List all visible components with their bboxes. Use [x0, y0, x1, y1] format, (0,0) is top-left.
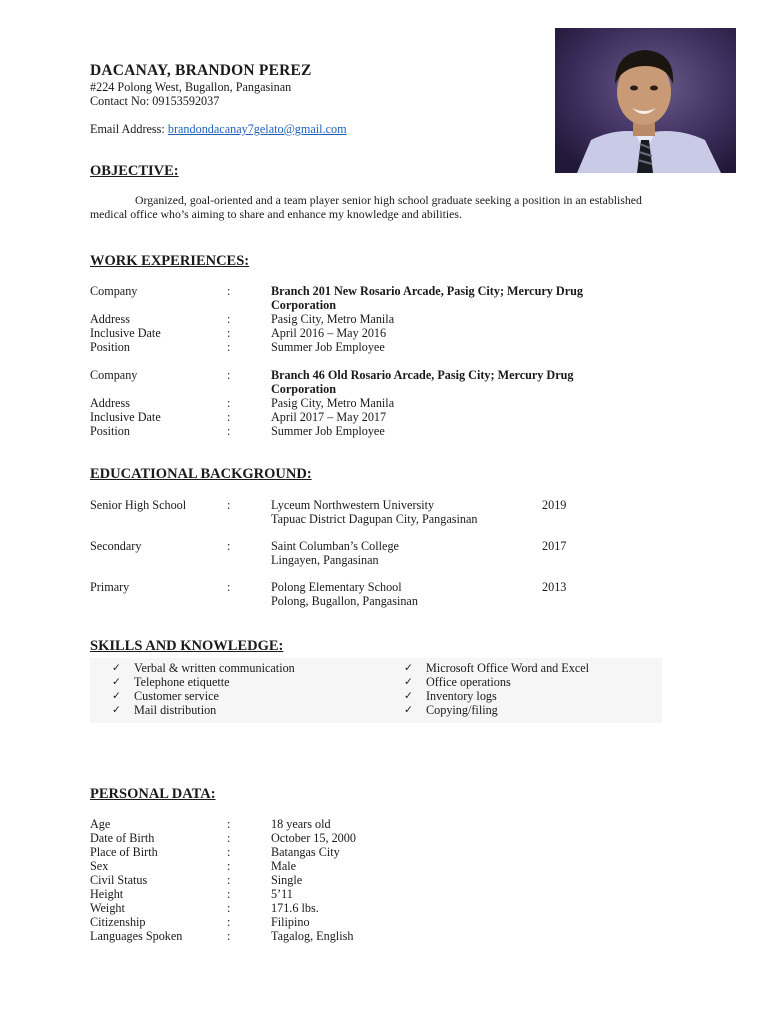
field-colon: :	[227, 396, 231, 410]
field-value: Single	[271, 873, 303, 887]
work-2-company-cont	[90, 382, 680, 396]
field-value: Male	[271, 859, 297, 873]
contact-line: Contact No: 09153592037	[90, 94, 220, 108]
field-value: April 2017 – May 2017	[271, 410, 387, 424]
field-colon: :	[227, 887, 231, 901]
field-value: Pasig City, Metro Manila	[271, 396, 395, 410]
skill-text: Office operations	[426, 675, 511, 689]
edu-primary	[90, 580, 680, 594]
work-1-position	[90, 340, 680, 354]
field-colon: :	[227, 915, 231, 929]
field-colon: :	[227, 312, 231, 326]
edu-level: Senior High School	[90, 498, 187, 512]
edu-year: 2019	[542, 498, 567, 512]
work-1-company-cont	[90, 298, 680, 312]
edu-level: Primary	[90, 580, 130, 594]
field-label: Civil Status	[90, 873, 148, 887]
edu-secondary-location	[90, 553, 680, 567]
checkmark-icon: ✓	[112, 676, 121, 688]
field-colon: :	[227, 901, 231, 915]
email-link[interactable]: brandondacanay7gelato@gmail.com	[167, 122, 347, 136]
work-1-address	[90, 312, 680, 326]
personal-dob	[90, 831, 680, 845]
checkmark-icon: ✓	[112, 704, 121, 716]
objective-text: Organized, goal-oriented and a team player senior high school graduate seeking a position in an established medical office who’s aiming to share and enhance my knowledge and abilities.	[90, 193, 642, 221]
checkmark-icon: ✓	[112, 662, 121, 674]
field-value: April 2016 – May 2016	[271, 326, 387, 340]
checkmark-icon: ✓	[112, 690, 121, 702]
work-2-position	[90, 424, 680, 438]
edu-senior-high-location	[90, 512, 680, 526]
skill-text: Telephone etiquette	[134, 675, 230, 689]
work-2-date	[90, 410, 680, 424]
field-value: Summer Job Employee	[271, 340, 385, 354]
checkmark-icon: ✓	[404, 690, 413, 702]
skill-text: Mail distribution	[134, 703, 217, 717]
email-line	[90, 122, 347, 136]
field-colon: :	[227, 368, 231, 382]
address-line: #224 Polong West, Bugallon, Pangasinan	[90, 80, 292, 94]
field-label: Age	[90, 817, 111, 831]
field-value: Pasig City, Metro Manila	[271, 312, 395, 326]
edu-location: Lingayen, Pangasinan	[271, 553, 379, 567]
edu-primary-location	[90, 594, 680, 608]
field-label: Inclusive Date	[90, 326, 161, 340]
edu-location: Polong, Bugallon, Pangasinan	[271, 594, 418, 608]
checkmark-icon: ✓	[404, 704, 413, 716]
education-heading: EDUCATIONAL BACKGROUND:	[90, 466, 312, 482]
personal-heading: PERSONAL DATA:	[90, 786, 216, 802]
applicant-name: DACANAY, BRANDON PEREZ	[90, 62, 312, 79]
field-value: Batangas City	[271, 845, 340, 859]
field-colon: :	[227, 831, 231, 845]
personal-height	[90, 887, 680, 901]
skills-box	[90, 658, 662, 723]
field-value: Filipino	[271, 915, 310, 929]
edu-level: Secondary	[90, 539, 142, 553]
field-colon: :	[227, 284, 231, 298]
edu-school: Saint Columban’s College	[271, 539, 399, 553]
edu-school: Lyceum Northwestern University	[271, 498, 435, 512]
field-label: Company	[90, 284, 138, 298]
field-value: October 15, 2000	[271, 831, 356, 845]
objective-heading: OBJECTIVE:	[90, 163, 179, 179]
work-1-company	[90, 284, 680, 298]
work-heading: WORK EXPERIENCES:	[90, 253, 250, 269]
work-2-address	[90, 396, 680, 410]
field-value: Tagalog, English	[271, 929, 354, 943]
skill-text: Microsoft Office Word and Excel	[426, 661, 590, 675]
edu-school: Polong Elementary School	[271, 580, 402, 594]
field-colon: :	[227, 326, 231, 340]
edu-senior-high	[90, 498, 680, 512]
profile-photo	[555, 28, 736, 173]
field-label: Inclusive Date	[90, 410, 161, 424]
field-label: Date of Birth	[90, 831, 155, 845]
field-value: 5’11	[271, 887, 293, 901]
field-label: Company	[90, 368, 138, 382]
field-value: 171.6 lbs.	[271, 901, 319, 915]
field-value: Summer Job Employee	[271, 424, 385, 438]
checkmark-icon: ✓	[404, 676, 413, 688]
field-label: Height	[90, 887, 124, 901]
checkmark-icon: ✓	[404, 662, 413, 674]
skill-text: Inventory logs	[426, 689, 497, 703]
field-colon: :	[227, 424, 231, 438]
edu-location: Tapuac District Dagupan City, Pangasinan	[271, 512, 478, 526]
personal-languages	[90, 929, 680, 943]
field-value: Branch 46 Old Rosario Arcade, Pasig City; Mercury Drug	[271, 368, 574, 382]
field-colon: :	[227, 580, 231, 594]
field-colon: :	[227, 873, 231, 887]
personal-sex	[90, 859, 680, 873]
edu-year: 2013	[542, 580, 567, 594]
personal-citizenship	[90, 915, 680, 929]
field-value: Corporation	[271, 298, 336, 312]
edu-year: 2017	[542, 539, 567, 553]
field-colon: :	[227, 859, 231, 873]
field-colon: :	[227, 817, 231, 831]
field-label: Citizenship	[90, 915, 146, 929]
field-colon: :	[227, 410, 231, 424]
field-label: Address	[90, 312, 130, 326]
field-colon: :	[227, 498, 231, 512]
field-colon: :	[227, 539, 231, 553]
field-label: Place of Birth	[90, 845, 158, 859]
profile-photo-image	[555, 28, 736, 173]
field-label: Position	[90, 424, 130, 438]
personal-civil-status	[90, 873, 680, 887]
field-label: Sex	[90, 859, 109, 873]
work-2-company	[90, 368, 680, 382]
field-colon: :	[227, 929, 231, 943]
field-colon: :	[227, 845, 231, 859]
personal-pob	[90, 845, 680, 859]
field-label: Weight	[90, 901, 125, 915]
skill-text: Customer service	[134, 689, 219, 703]
skill-text: Copying/filing	[426, 703, 498, 717]
field-value: Corporation	[271, 382, 336, 396]
work-1-date	[90, 326, 680, 340]
edu-secondary	[90, 539, 680, 553]
personal-age	[90, 817, 680, 831]
email-label: Email Address:	[90, 122, 168, 136]
skills-heading: SKILLS AND KNOWLEDGE:	[90, 638, 284, 654]
field-label: Languages Spoken	[90, 929, 183, 943]
field-colon: :	[227, 340, 231, 354]
field-value: Branch 201 New Rosario Arcade, Pasig City; Mercury Drug	[271, 284, 583, 298]
personal-weight	[90, 901, 680, 915]
field-label: Address	[90, 396, 130, 410]
field-label: Position	[90, 340, 130, 354]
skill-text: Verbal & written communication	[134, 661, 295, 675]
field-value: 18 years old	[271, 817, 331, 831]
